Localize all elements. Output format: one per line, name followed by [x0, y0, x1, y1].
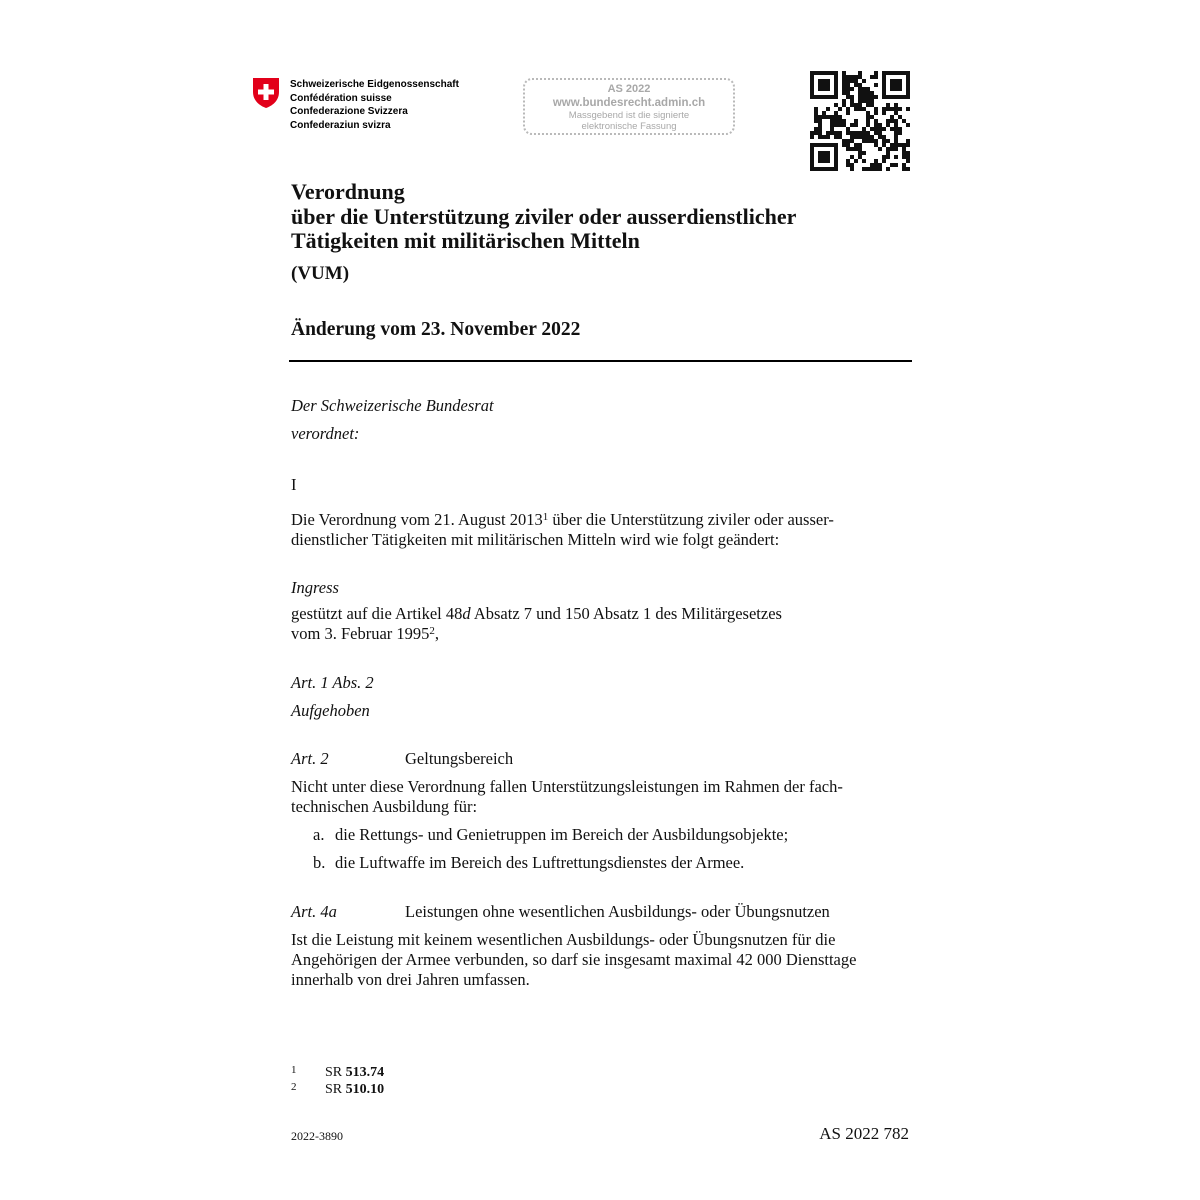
issuer-block	[291, 392, 494, 448]
title-line-3: Tätigkeiten mit militärischen Mitteln	[291, 228, 640, 253]
ingress-line2-b: ,	[434, 624, 440, 643]
art2-text	[291, 777, 910, 817]
qr-code-icon	[810, 71, 910, 171]
document-number: 2022-3890	[291, 1129, 343, 1143]
decree-verb: verordnet:	[291, 424, 360, 443]
art2-title: Geltungsbereich	[405, 749, 514, 768]
intro-text-start: Die Verordnung vom 21. August 2013	[291, 510, 543, 529]
intro-text-line2: dienstlicher Tätigkeiten mit militärischen Mitteln wird wie folgt geändert:	[291, 530, 780, 549]
art2-text-line1: Nicht unter diese Verordnung fallen Unterstützungsleistungen im Rahmen der fach-	[291, 777, 843, 796]
art4a-heading	[291, 902, 830, 922]
list-item	[291, 825, 788, 845]
art2-heading	[291, 749, 513, 769]
ingress-line2-a: vom 3. Februar 1995	[291, 624, 430, 643]
ingress-heading: Ingress	[291, 578, 339, 597]
ingress-text	[291, 604, 782, 644]
footnote-prefix: SR	[325, 1065, 346, 1080]
authenticity-stamp	[523, 78, 735, 135]
list-item	[291, 853, 744, 873]
art4a-text-line3: innerhalb von drei Jahren umfassen.	[291, 970, 530, 989]
list-item-letter: a.	[313, 825, 325, 844]
art1-text: Aufgehoben	[291, 701, 370, 720]
footnote-ref-2[interactable]: 2	[429, 625, 435, 637]
list-item-text: die Luftwaffe im Bereich des Luftrettungsdienstes der Armee.	[335, 853, 745, 872]
art2-text-line2: technischen Ausbildung für:	[291, 797, 478, 816]
intro-paragraph	[291, 510, 910, 550]
administration-names	[290, 78, 459, 132]
stamp-line-2: www.bundesrecht.admin.ch	[552, 97, 706, 109]
stamp-line-4: elektronische Fassung	[581, 121, 677, 132]
art4a-text-line2: Angehörigen der Armee verbunden, so darf sie insgesamt maximal 42 000 Diensttage	[291, 950, 857, 969]
ingress-line1-b: Absatz 7 und 150 Absatz 1 des Militärgesetzes	[470, 604, 782, 623]
title-abbreviation: (VUM)	[291, 262, 350, 284]
footnote-number: 2	[291, 1081, 297, 1093]
ingress-line1-a: gestützt auf die Artikel 48	[291, 604, 463, 623]
footnote-2	[291, 1079, 384, 1098]
admin-name-rm: Confederaziun svizra	[290, 119, 391, 131]
title-line-2: über die Unterstützung ziviler oder ausserdienstlicher	[291, 203, 797, 229]
title-line-1: Verordnung	[291, 179, 405, 204]
footnote-ref-1[interactable]: 1	[542, 511, 549, 523]
list-item-letter: b.	[313, 853, 326, 872]
footnote-sr-ref[interactable]: 510.10	[345, 1082, 385, 1097]
stamp-line-1: AS 2022	[607, 83, 651, 95]
footnote-sr-ref[interactable]: 513.74	[345, 1065, 385, 1080]
title-divider	[289, 360, 912, 362]
section-number: I	[291, 475, 297, 494]
art2-number: Art. 2	[291, 749, 329, 768]
footnote-prefix: SR	[325, 1082, 346, 1097]
art4a-text-line1: Ist die Leistung mit keinem wesentlichen Ausbildungs- oder Übungsnutzen für die	[291, 930, 836, 949]
art4a-text	[291, 930, 910, 990]
footnote-number: 1	[291, 1064, 297, 1076]
art4a-title: Leistungen ohne wesentlichen Ausbildungs- oder Übungsnutzen	[405, 902, 830, 921]
document-title	[291, 180, 796, 285]
swiss-coat-of-arms-icon	[252, 77, 280, 109]
admin-name-fr: Confédération suisse	[290, 92, 392, 104]
art1-heading: Art. 1 Abs. 2	[291, 673, 374, 692]
admin-name-it: Confederazione Svizzera	[290, 106, 408, 117]
official-collection-reference: AS 2022 782	[819, 1124, 909, 1143]
intro-text-line1-rest: über die Unterstützung ziviler oder ausser-	[548, 510, 834, 529]
stamp-line-3: Massgebend ist die signierte	[568, 110, 690, 121]
ingress-line1-d: d	[462, 604, 471, 623]
list-item-text: die Rettungs- und Genietruppen im Bereich der Ausbildungsobjekte;	[335, 825, 789, 844]
art4a-number: Art. 4a	[291, 902, 337, 921]
issuer-line: Der Schweizerische Bundesrat	[291, 396, 494, 415]
admin-name-de: Schweizerische Eidgenossenschaft	[290, 79, 459, 90]
amendment-date: Änderung vom 23. November 2022	[291, 319, 581, 340]
